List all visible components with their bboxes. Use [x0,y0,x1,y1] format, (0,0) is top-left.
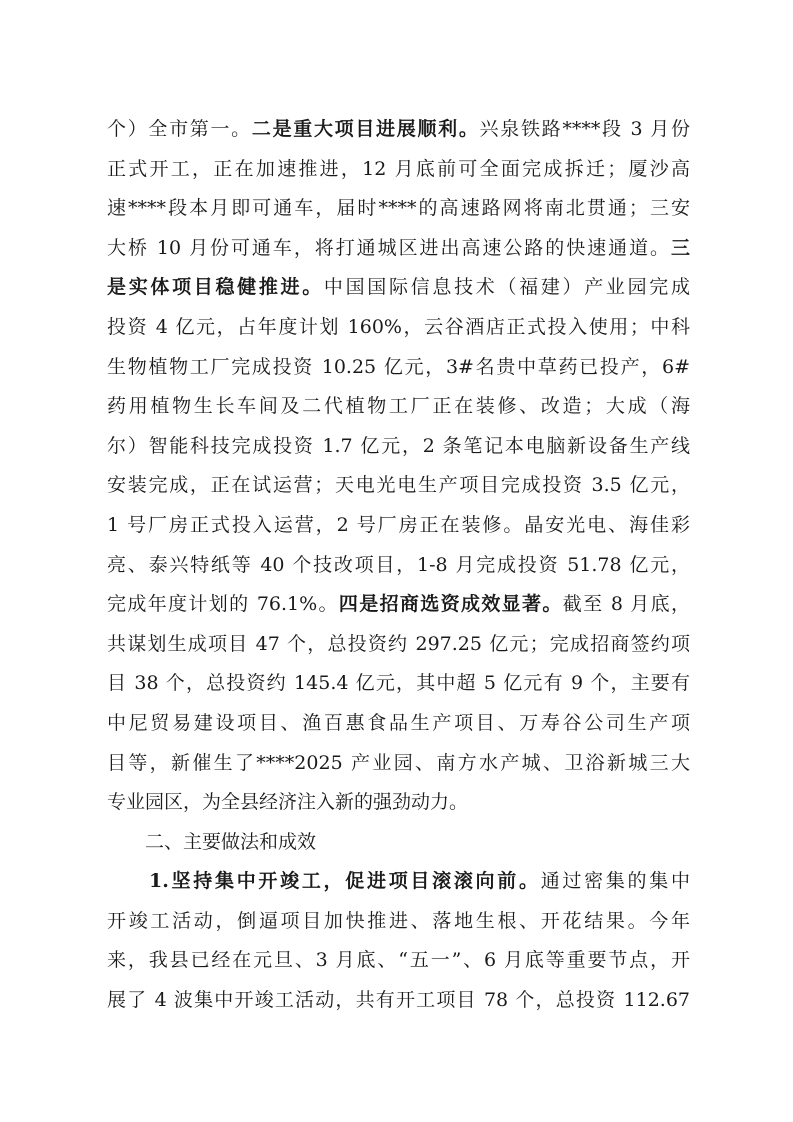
document-page [107,110,690,1021]
text-run: 正式开工，正在加速推进，12 月底前可全面完成拆迁；厦沙高 [107,157,690,180]
text-line [107,308,690,348]
text-line [107,546,690,586]
text-run: 亮、泰兴特纸等 40 个技改项目，1-8 月完成投资 51.78 亿元， [107,553,690,576]
text-run: 开竣工活动，倒逼项目加快推进、落地生根、开花结果。今年 [107,909,690,932]
text-line [107,110,690,150]
text-run: 共谋划生成项目 47 个，总投资约 297.25 亿元；完成招商签约项 [107,632,690,655]
text-line [107,427,690,467]
text-line [107,862,690,902]
text-run: 目 38 个，总投资约 145.4 亿元，其中超 5 亿元有 9 个，主要有 [107,672,690,695]
text-line [107,783,690,823]
section-heading [107,823,690,863]
bold-lead-phrase: 是实体项目稳健推进。 [107,276,324,299]
text-run: 目等，新催生了****2025 产业园、南方水产城、卫浴新城三大 [107,751,690,774]
text-run: 个）全市第一。 [107,118,252,140]
paragraph [107,862,690,1020]
text-line [107,902,690,942]
text-line [107,744,690,784]
bold-lead-phrase: 四是招商选资成效显著。 [338,593,563,616]
text-line [107,981,690,1021]
text-line [107,585,690,625]
text-run: 中国国际信息技术（福建）产业园完成 [323,276,690,299]
text-run: 安装完成，正在试运营；天电光电生产项目完成投资 3.5 亿元， [107,474,690,497]
bold-lead-phrase: 三 [670,236,690,259]
text-run: 专业园区，为全县经济注入新的强劲动力。 [107,791,469,814]
text-line [107,625,690,665]
paragraph [107,110,690,823]
text-line [107,229,690,269]
text-run: 生物植物工厂完成投资 10.25 亿元，3#名贵中草药已投产，6# [107,355,690,378]
text-run: 1 号厂房正式投入运营，2 号厂房正在装修。晶安光电、海佳彩 [107,513,690,536]
text-line [107,941,690,981]
text-line [107,189,690,229]
text-run: 展了 4 波集中开竣工活动，共有开工项目 78 个，总投资 112.67 [107,989,690,1012]
text-run: 尔）智能科技完成投资 1.7 亿元，2 条笔记本电脑新设备生产线 [107,434,690,457]
text-run: 兴泉铁路****段 3 月份 [479,118,690,140]
text-run: 通过密集的集中 [540,870,690,893]
text-line [107,466,690,506]
text-line [107,348,690,388]
text-run: 大桥 10 月份可通车，将打通城区进出高速公路的快速通道。 [107,236,671,259]
text-run: 中尼贸易建设项目、渔百惠食品生产项目、万寿谷公司生产项 [107,711,690,734]
text-run: 二、主要做法和成效 [145,830,317,853]
text-run: 药用植物生长车间及二代植物工厂正在装修、改造；大成（海 [107,395,690,418]
bold-lead-phrase: 1.坚持集中开竣工，促进项目滚滚向前。 [149,870,541,893]
text-line [107,704,690,744]
text-line [107,823,690,863]
text-line [107,664,690,704]
text-run: 完成年度计划的 76.1%。 [107,593,339,616]
text-line [107,387,690,427]
text-run: 截至 8 月底， [562,593,690,616]
text-run: 速****段本月即可通车，届时****的高速路网将南北贯通；三安 [107,197,690,220]
bold-lead-phrase: 二是重大项目进展顺利。 [251,118,480,140]
text-run: 投资 4 亿元，占年度计划 160%，云谷酒店正式投入使用；中科 [107,315,690,338]
text-line [107,150,690,190]
text-line [107,268,690,308]
text-line [107,506,690,546]
text-run: 来，我县已经在元旦、3 月底、“五一”、6 月底等重要节点，开 [107,949,690,972]
